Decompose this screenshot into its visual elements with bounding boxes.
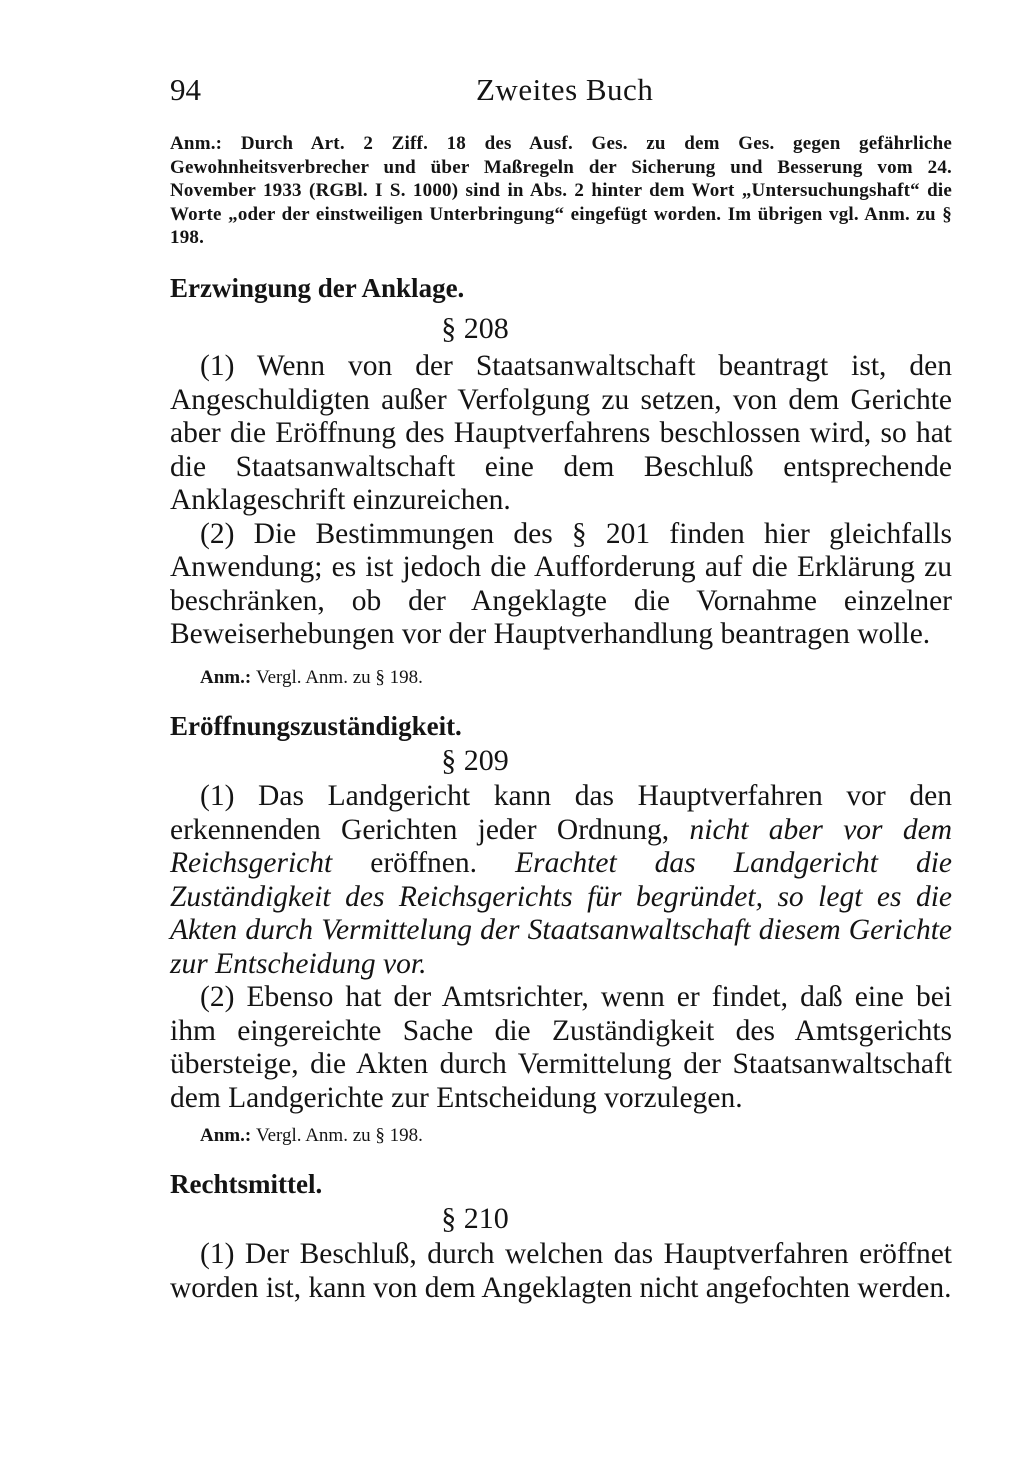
section-209-annotation (200, 1124, 982, 1148)
annotation-label: Anm.: (200, 1125, 252, 1146)
annotation-label: Anm.: (200, 667, 252, 688)
top-annotation (170, 132, 952, 250)
paragraph-number-210: § 210 (441, 1202, 509, 1235)
section-208-annotation (200, 666, 982, 690)
section-heading-208: Erzwingung der Anklage. (170, 273, 465, 303)
section-209-clause-1 (170, 780, 952, 981)
section-210-clause-1: (1) Der Beschluß, durch welchen das Hauptverfahren eröffnet worden ist, kann von dem Angeklagten nicht angefochten werden. (170, 1238, 952, 1304)
clause-1-text-italic-d: Erachtet das Landgericht die Zuständigkeit des Reichsgerichts für begründet, so legt es die Akten durch Vermittelung der Staatsanwaltschaft diesem Gerichte zur Entscheidung vor. (170, 847, 952, 980)
paragraph-210-body (170, 1238, 952, 1305)
page-number: 94 (170, 72, 201, 107)
paragraph-208-body (170, 350, 952, 652)
section-208-clause-2: (2) Die Bestimmungen des § 201 finden hier gleichfalls Anwendung; es ist jedoch die Aufforderung auf die Erklärung zu beschränken, ob der Angeklagte die Vornahme einzelner Beweiserhebungen vor der Hauptverhandlung beantragen wolle. (170, 517, 952, 650)
section-heading-209: Eröffnungszuständigkeit. (170, 711, 462, 741)
clause-1-text-a: (1) Das Landgericht kann das Hauptverfahren vor den erkennenden Gerichten jeder Ordnung, (170, 780, 952, 846)
running-header-title: Zweites Buch (476, 72, 654, 107)
paragraph-209-body (170, 780, 952, 1115)
section-208-clause-1: (1) Wenn von der Staatsanwaltschaft beantragt ist, den Angeschuldigten außer Verfolgung zu setzen, von dem Gerichte aber die Eröffnung des Hauptverfahrens beschlossen wird, so hat die Staatsanwaltschaft eine dem Beschluß entsprechende Anklageschrift einzureichen. (170, 350, 952, 516)
paragraph-number-208: § 208 (441, 312, 509, 345)
annotation-text: Durch Art. 2 Ziff. 18 des Ausf. Ges. zu dem Ges. gegen gefährliche Gewohnheitsverbrecher und über Maßregeln der Sicherung und Besserung vom 24. November 1933 (RGBl. I S. 1000) sind in Abs. 2 hinter dem Wort „Untersuchungshaft“ die Worte „oder der einstweiligen Unterbringung“ eingefügt worden. Im übrigen vgl. Anm. zu § 198. (170, 133, 953, 249)
section-heading-210: Rechtsmittel. (170, 1169, 323, 1199)
annotation-text: Vergl. Anm. zu § 198. (255, 667, 423, 688)
section-209-clause-2: (2) Ebenso hat der Amtsrichter, wenn er findet, daß eine bei ihm eingereichte Sache die Zuständigkeit des Amtsgerichts übersteige, die Akten durch Vermittelung der Staatsanwaltschaft dem Landgerichte zur Entscheidung vorzulegen. (170, 981, 952, 1114)
clause-1-text-italic-b: nicht aber vor dem Reichsgericht (170, 813, 952, 879)
clause-1-text-c: eröffnen. (370, 847, 478, 879)
paragraph-number-209: § 209 (441, 744, 509, 777)
annotation-label: Anm.: (170, 133, 223, 154)
annotation-text: Vergl. Anm. zu § 198. (255, 1125, 423, 1146)
